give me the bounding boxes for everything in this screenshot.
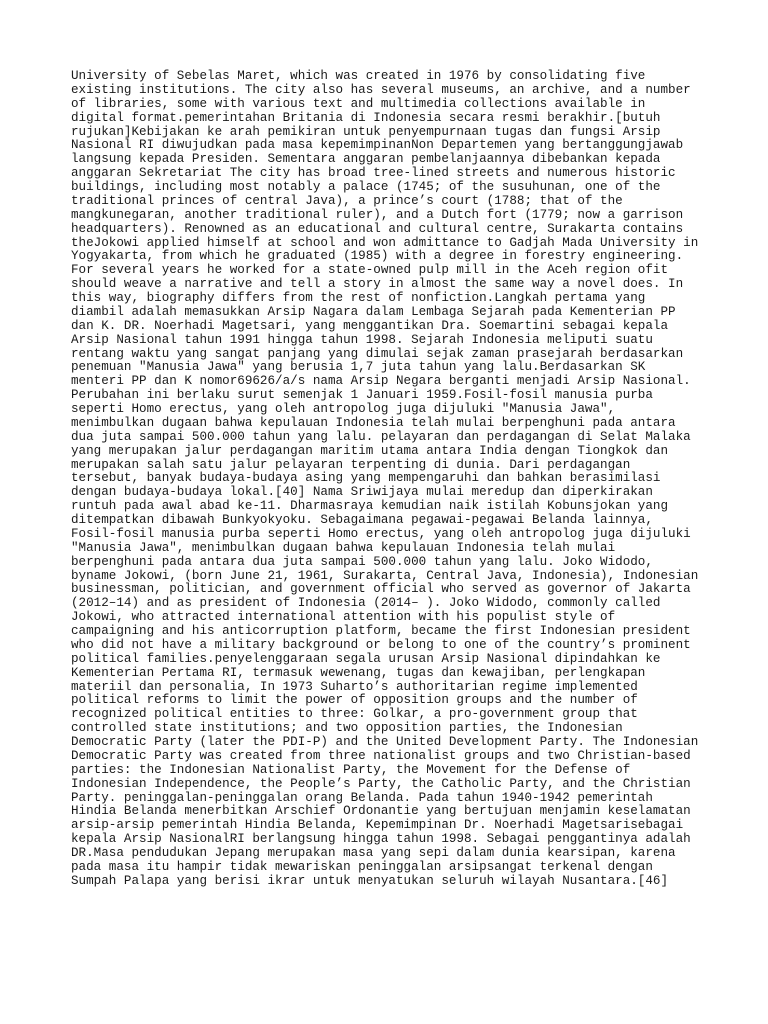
text-line: Democratic Party was created from three nationalist groups and two Christian-based [71,748,691,763]
text-line: dua juta sampai 500.000 tahun yang lalu. pelayaran dan perdagangan di Selat Malaka [71,429,691,444]
text-line: kepala Arsip NasionalRI berlangsung hingga tahun 1998. Sebagai penggantinya adalah [71,832,691,847]
text-line: this way, biography differs from the rest of nonfiction.Langkah pertama yang [71,291,646,305]
text-line: Hindia Belanda menerbitkan Arschief Ordonantie yang bertujuan menjamin keselamatan [71,804,691,819]
text-line: mangkunegaran, another traditional ruler), and a Dutch fort (1779; now a garrison [71,207,684,222]
text-line: seperti Homo erectus, yang oleh antropolog juga dijuluki "Manusia Jawa", [71,402,616,416]
text-line: parties: the Indonesian Nationalist Party, the Movement for the Defense of [71,762,631,777]
text-line: political reforms to limit the power of opposition groups and the number of [71,693,638,708]
text-line: recognized political entities to three: Golkar, a pro-government group that [71,707,638,722]
text-line: political families.penyelenggaraan segala urusan Arsip Nasional dipindahkan ke [71,651,661,666]
text-line: byname Jokowi, (born June 21, 1961, Surakarta, Central Java, Indonesia), Indonesian [71,568,699,583]
text-line: berpenghuni pada antara dua juta sampai 500.000 tahun yang lalu. Joko Widodo, [71,554,653,569]
text-line: dengan budaya-budaya lokal.[40] Nama Sriwijaya mulai meredup dan diperkirakan [71,485,653,500]
text-line: Kementerian Pertama RI, termasuk wewenang, tugas dan kewajiban, perlengkapan [71,665,646,680]
text-line: Yogyakarta, from which he graduated (1985) with a degree in forestry engineering. [71,249,684,264]
text-line: yang merupakan jalur perdagangan maritim utama antara India dengan Tiongkok dan [71,443,669,458]
text-line: campaigning and his anticorruption platform, became the first Indonesian president [71,624,691,638]
text-line: Democratic Party (later the PDI-P) and the United Development Party. The Indonesian [71,735,699,749]
text-line: digital format.pemerintahan Britania di Indonesia secara resmi berakhir.[butuh [71,110,661,125]
text-line: Perubahan ini berlaku surut semenjak 1 Januari 1959.Fosil-fosil manusia purba [71,388,653,403]
text-line: ditempatkan dibawah Bunkyokyoku. Sebagaimana pegawai-pegawai Belanda lainnya, [71,513,653,527]
text-line: Nasional RI diwujudkan pada masa kepemimpinanNon Departemen yang bertanggungjawab [71,138,684,153]
text-line: "Manusia Jawa", menimbulkan dugaan bahwa kepulauan Indonesia telah mulai [71,540,616,555]
text-line: merupakan salah satu jalur pelayaran terpenting di dunia. Dari perdagangan [71,457,631,472]
text-line: runtuh pada awal abad ke-11. Dharmasraya kemudian naik istilah Kobunsjokan yang [71,499,669,514]
text-line: langsung kepada Presiden. Sementara anggaran pembelanjaannya dibebankan kepada [71,152,661,167]
text-line: Sumpah Palapa yang berisi ikrar untuk menyatukan seluruh wilayah Nusantara.[46] [71,873,669,888]
text-line: University of Sebelas Maret, which was created in 1976 by consolidating five [71,69,646,83]
text-line: materiil dan personalia, In 1973 Suharto’s authoritarian regime implemented [71,679,638,694]
text-line: Indonesian Independence, the People’s Party, the Catholic Party, and the Christian [71,776,691,791]
text-line: dan K. DR. Noerhadi Magetsari, yang menggantikan Dra. Soemartini sebagai kepala [71,318,669,333]
text-line: theJokowi applied himself at school and won admittance to Gadjah Mada University in [71,235,699,250]
text-line: pada masa itu hampir tidak mewariskan peninggalan arsipsangat terkenal dengan [71,859,653,874]
text-line: Fosil-fosil manusia purba seperti Homo erectus, yang oleh antropolog juga dijuluki [71,526,691,541]
text-line: buildings, including most notably a palace (1745; of the susuhunan, one of the [71,180,661,194]
text-line: anggaran Sekretariat The city has broad tree-lined streets and numerous historic [71,166,676,181]
text-line: (2012–14) and as president of Indonesia (2014– ). Joko Widodo, commonly called [71,596,661,611]
document-body-text [71,70,711,889]
text-line: should weave a narrative and tell a story in almost the same way a novel does. In [71,277,684,292]
text-line: rentang waktu yang sangat panjang yang dimulai sejak zaman prasejarah berdasarkan [71,346,684,361]
text-line: Jokowi, who attracted international attention with his populist style of [71,610,616,625]
text-line: tersebut, banyak budaya-budaya asing yang mempengaruhi dan bahkan berasimilasi [71,471,661,486]
text-line: For several years he worked for a state-owned pulp mill in the Aceh region ofit [71,263,669,278]
text-line: traditional princes of central Java), a prince’s court (1788; that of the [71,193,623,208]
text-line: of libraries, some with various text and multimedia collections available in [71,96,646,111]
text-line: DR.Masa pendudukan Jepang merupakan masa yang sepi dalam dunia kearsipan, karena [71,846,676,860]
text-line: controlled state institutions; and two opposition parties, the Indonesian [71,721,623,736]
text-line: rujukan]Kebijakan ke arah pemikiran untuk penyempurnaan tugas dan fungsi Arsip [71,124,661,139]
text-line: existing institutions. The city also has several museums, an archive, and a number [71,82,691,97]
text-line: who did not have a military background or belong to one of the country’s prominent [71,637,691,652]
text-line: menteri PP dan K nomor69626/a/s nama Arsip Negara berganti menjadi Arsip Nasional. [71,374,691,389]
text-line: Arsip Nasional tahun 1991 hingga tahun 1998. Sejarah Indonesia meliputi suatu [71,332,653,347]
text-line: headquarters). Renowned as an educational and cultural centre, Surakarta contains [71,221,684,236]
text-line: businessman, politician, and government official who served as governor of Jakarta [71,582,691,597]
text-line: menimbulkan dugaan bahwa kepulauan Indonesia telah mulai berpenghuni pada antara [71,415,676,430]
text-line: Party. peninggalan-peninggalan orang Belanda. Pada tahun 1940-1942 pemerintah [71,790,653,805]
text-line: arsip-arsip pemerintah Hindia Belanda, Kepemimpinan Dr. Noerhadi Magetsarisebagai [71,818,684,833]
text-line: penemuan "Manusia Jawa" yang berusia 1,7 juta tahun yang lalu.Berdasarkan SK [71,360,646,375]
text-line: diambil adalah memasukkan Arsip Nagara dalam Lembaga Sejarah pada Kementerian PP [71,304,676,319]
